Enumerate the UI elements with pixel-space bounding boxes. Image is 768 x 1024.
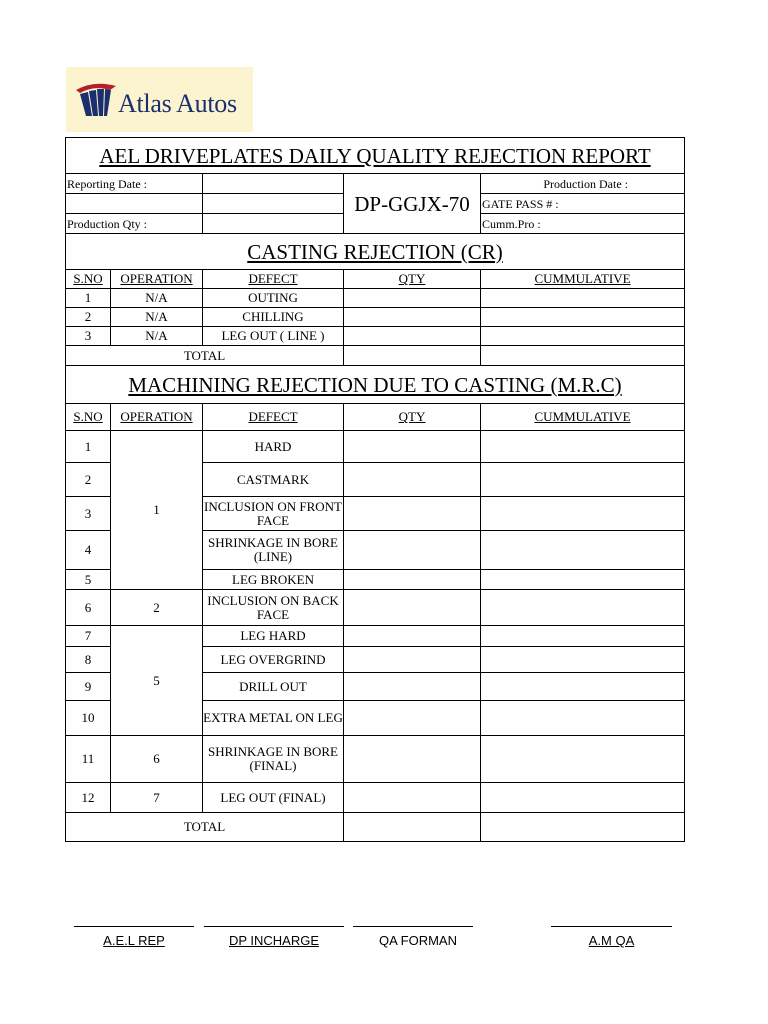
sno-cell: 2: [66, 463, 111, 497]
cummulative-cell[interactable]: [481, 463, 685, 497]
qty-cell[interactable]: [344, 327, 481, 346]
defect-cell: EXTRA METAL ON LEG: [203, 701, 344, 736]
sno-cell: 2: [66, 308, 111, 327]
defect-cell: LEG BROKEN: [203, 570, 344, 590]
sno-cell: 1: [66, 431, 111, 463]
cummulative-cell[interactable]: [481, 736, 685, 783]
sno-cell: 9: [66, 673, 111, 701]
sno-cell: 6: [66, 590, 111, 626]
qty-cell[interactable]: [344, 736, 481, 783]
col-header-defect: DEFECT: [203, 270, 344, 289]
qty-cell[interactable]: [344, 531, 481, 570]
operation-cell: 1: [111, 431, 203, 590]
cummulative-cell[interactable]: [481, 497, 685, 531]
defect-cell: LEG OUT ( LINE ): [203, 327, 344, 346]
col-header-sno: S.NO: [66, 270, 111, 289]
col-header-sno: S.NO: [66, 404, 111, 431]
sno-cell: 3: [66, 497, 111, 531]
col-header-cummulative: CUMMULATIVE: [481, 270, 685, 289]
defect-cell: CASTMARK: [203, 463, 344, 497]
sno-cell: 5: [66, 570, 111, 590]
qty-cell[interactable]: [344, 570, 481, 590]
sno-cell: 4: [66, 531, 111, 570]
logo-text: Atlas Autos: [118, 89, 237, 118]
qty-cell[interactable]: [344, 308, 481, 327]
sno-cell: 8: [66, 647, 111, 673]
cummulative-cell[interactable]: [481, 590, 685, 626]
qty-cell[interactable]: [344, 497, 481, 531]
table-row: [66, 431, 685, 463]
operation-cell: 7: [111, 783, 203, 813]
production-qty-label: Production Qty :: [66, 214, 203, 234]
table-row: [66, 590, 685, 626]
total-row: [66, 813, 685, 842]
operation-cell: N/A: [111, 327, 203, 346]
defect-cell: SHRINKAGE IN BORE (LINE): [203, 531, 344, 570]
production-qty-field[interactable]: [203, 214, 344, 234]
sno-cell: 1: [66, 289, 111, 308]
qty-cell[interactable]: [344, 431, 481, 463]
qty-cell[interactable]: [344, 626, 481, 647]
operation-cell: 2: [111, 590, 203, 626]
table-row: [66, 308, 685, 327]
signature-line[interactable]: [551, 926, 672, 927]
cummulative-cell[interactable]: [481, 308, 685, 327]
reporting-date-field[interactable]: [203, 174, 344, 194]
defect-cell: CHILLING: [203, 308, 344, 327]
cummulative-cell[interactable]: [481, 701, 685, 736]
machining-section-title: MACHINING REJECTION DUE TO CASTING (M.R.C): [66, 366, 685, 404]
defect-cell: OUTING: [203, 289, 344, 308]
report-title: AEL DRIVEPLATES DAILY QUALITY REJECTION REPORT: [66, 138, 685, 174]
total-label: TOTAL: [66, 346, 344, 366]
production-date-label: Production Date :: [481, 174, 685, 194]
table-row: [66, 327, 685, 346]
cummulative-cell[interactable]: [481, 327, 685, 346]
doc-code: DP-GGJX-70: [344, 174, 481, 234]
defect-cell: LEG HARD: [203, 626, 344, 647]
defect-cell: LEG OVERGRIND: [203, 647, 344, 673]
defect-cell: INCLUSION ON BACK FACE: [203, 590, 344, 626]
col-header-qty: QTY: [344, 270, 481, 289]
cummulative-cell[interactable]: [481, 289, 685, 308]
cummulative-cell[interactable]: [481, 783, 685, 813]
operation-cell: N/A: [111, 289, 203, 308]
sno-cell: 12: [66, 783, 111, 813]
total-qty-cell[interactable]: [344, 346, 481, 366]
gate-pass-label: GATE PASS # :: [481, 194, 685, 214]
defect-cell: INCLUSION ON FRONT FACE: [203, 497, 344, 531]
sno-cell: 3: [66, 327, 111, 346]
qty-cell[interactable]: [344, 673, 481, 701]
total-cummulative-cell[interactable]: [481, 813, 685, 842]
cummulative-cell[interactable]: [481, 431, 685, 463]
cummulative-cell[interactable]: [481, 626, 685, 647]
defect-cell: DRILL OUT: [203, 673, 344, 701]
signature-label-am-qa: A.M QA: [588, 933, 635, 948]
blank-cell: [66, 194, 203, 214]
operation-cell: 5: [111, 626, 203, 736]
defect-cell: SHRINKAGE IN BORE (FINAL): [203, 736, 344, 783]
signature-label-qa-forman: QA FORMAN: [378, 933, 457, 948]
col-header-operation: OPERATION: [111, 270, 203, 289]
defect-cell: LEG OUT (FINAL): [203, 783, 344, 813]
total-cummulative-cell[interactable]: [481, 346, 685, 366]
reporting-date-label: Reporting Date :: [66, 174, 203, 194]
table-row: [66, 736, 685, 783]
qty-cell[interactable]: [344, 590, 481, 626]
cummulative-cell[interactable]: [481, 673, 685, 701]
signature-label-ael-rep: A.E.L REP: [103, 933, 165, 948]
sno-cell: 11: [66, 736, 111, 783]
col-header-operation: OPERATION: [111, 404, 203, 431]
cummulative-cell[interactable]: [481, 531, 685, 570]
qty-cell[interactable]: [344, 289, 481, 308]
total-label: TOTAL: [66, 813, 344, 842]
signature-label-dp-incharge: DP INCHARGE: [228, 933, 320, 948]
qty-cell[interactable]: [344, 647, 481, 673]
total-row: [66, 346, 685, 366]
total-qty-cell[interactable]: [344, 813, 481, 842]
rejection-report-table: [65, 137, 685, 842]
cumm-pro-label: Cumm.Pro :: [481, 214, 685, 234]
operation-cell: N/A: [111, 308, 203, 327]
qty-cell[interactable]: [344, 783, 481, 813]
table-row: [66, 289, 685, 308]
signature-line[interactable]: [353, 926, 473, 927]
cummulative-cell[interactable]: [481, 570, 685, 590]
qty-cell[interactable]: [344, 463, 481, 497]
operation-cell: 6: [111, 736, 203, 783]
sno-cell: 10: [66, 701, 111, 736]
col-header-defect: DEFECT: [203, 404, 344, 431]
defect-cell: HARD: [203, 431, 344, 463]
atlas-logo-icon: [74, 76, 118, 120]
signature-line[interactable]: [74, 926, 194, 927]
col-header-cummulative: CUMMULATIVE: [481, 404, 685, 431]
table-row: [66, 626, 685, 647]
signature-line[interactable]: [204, 926, 344, 927]
cummulative-cell[interactable]: [481, 647, 685, 673]
company-logo: [66, 67, 253, 132]
casting-section-title: CASTING REJECTION (CR): [66, 234, 685, 270]
table-row: [66, 783, 685, 813]
qty-cell[interactable]: [344, 701, 481, 736]
sno-cell: 7: [66, 626, 111, 647]
col-header-qty: QTY: [344, 404, 481, 431]
blank-cell: [203, 194, 344, 214]
